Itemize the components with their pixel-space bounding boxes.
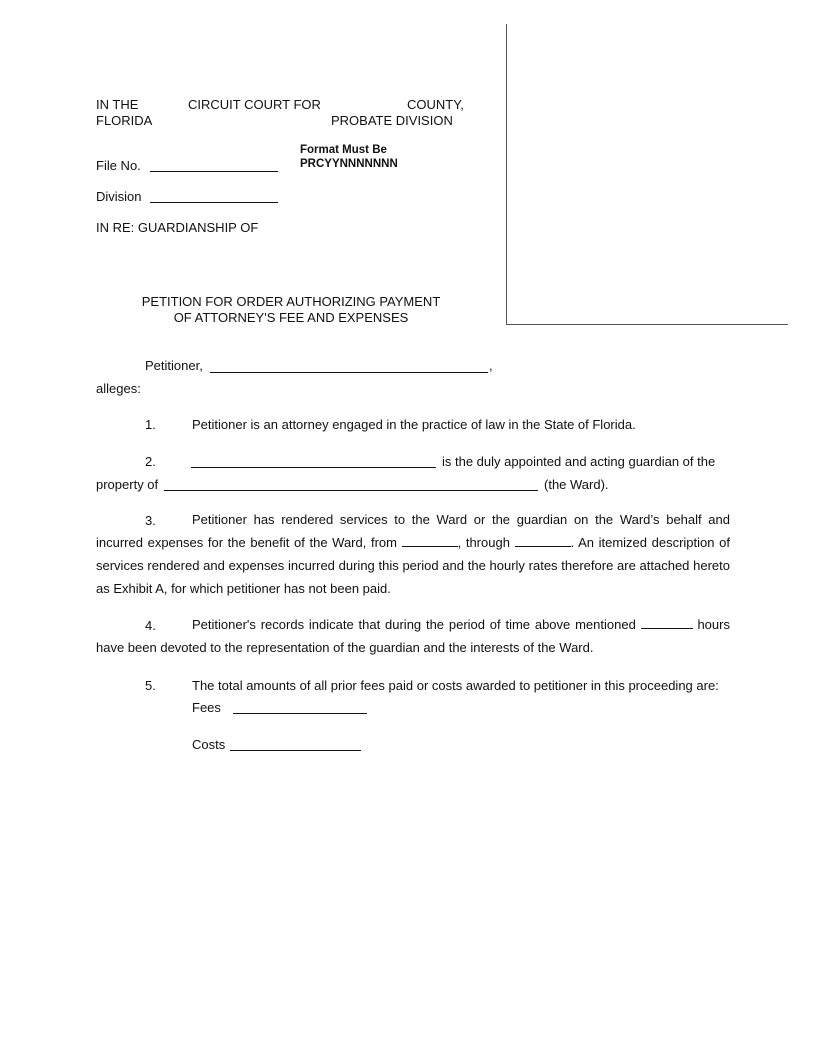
hours-field[interactable] [641, 616, 693, 629]
paragraph-4-text-b: hours have been devoted to the representation of the guardian and the interests of the Ward. [96, 617, 730, 655]
from-date-field[interactable] [402, 534, 458, 547]
costs-field[interactable] [230, 750, 361, 751]
paragraph-2-text-b: property of [96, 477, 159, 492]
alleges-text: alleges: [96, 381, 141, 396]
petitioner-name-field[interactable] [210, 372, 488, 373]
caption-circuit-court-for: CIRCUIT COURT FOR [188, 97, 321, 112]
caption-county: COUNTY, [407, 97, 464, 112]
paragraph-4-body [96, 613, 730, 659]
costs-label: Costs [192, 737, 226, 752]
document-title-line1: PETITION FOR ORDER AUTHORIZING PAYMENT [141, 294, 441, 309]
in-re-heading: IN RE: GUARDIANSHIP OF [96, 220, 259, 235]
format-note-line1: Format Must Be [300, 144, 387, 156]
caption-probate-division: PROBATE DIVISION [331, 113, 453, 128]
paragraph-5-text: The total amounts of all prior fees paid or costs awarded to petitioner in this proceeding are: [192, 678, 719, 693]
paragraph-1-text: Petitioner is an attorney engaged in the practice of law in the State of Florida. [192, 417, 636, 432]
through-date-field[interactable] [515, 534, 571, 547]
caption-in-the: IN THE [96, 97, 139, 112]
paragraph-2-text-c: (the Ward). [544, 477, 609, 492]
stamp-box-left-border [506, 24, 507, 325]
petitioner-label: Petitioner, [145, 358, 203, 373]
file-no-field[interactable] [150, 171, 278, 172]
division-label: Division [96, 189, 142, 204]
ward-name-field[interactable] [164, 490, 538, 491]
fees-field[interactable] [233, 713, 367, 714]
paragraph-3-number: 3. [145, 513, 156, 528]
file-no-label: File No. [96, 158, 141, 173]
paragraph-3-text-c: . An itemized description of services rendered and expenses incurred during this period and the hourly rates therefore are attached hereto as Exhibit A, for which petitioner has not been paid. [96, 535, 730, 596]
petitioner-comma: , [489, 358, 493, 373]
paragraph-4-number: 4. [145, 618, 156, 633]
paragraph-5-number: 5. [145, 678, 156, 693]
paragraph-3-text-a: Petitioner has rendered services to the Ward or the guardian on the Ward’s behalf and incurred expenses for the benefit of the Ward, from [96, 512, 730, 550]
document-title-line2: OF ATTORNEY'S FEE AND EXPENSES [173, 310, 409, 325]
paragraph-3-body [96, 508, 730, 600]
fees-label: Fees [192, 700, 221, 715]
guardian-name-field[interactable] [191, 467, 436, 468]
caption-florida: FLORIDA [96, 113, 153, 128]
paragraph-4-text-a: Petitioner's records indicate that during the period of time above mentioned [192, 617, 636, 632]
division-field[interactable] [150, 202, 278, 203]
format-note-line2: PRCYYNNNNNNN [300, 158, 398, 170]
paragraph-2-text-a: is the duly appointed and acting guardian of the [442, 454, 716, 469]
paragraph-3-text-b: , through [457, 535, 510, 550]
paragraph-2-number: 2. [145, 454, 156, 469]
paragraph-1-number: 1. [145, 417, 156, 432]
stamp-box-bottom-border [506, 324, 788, 325]
